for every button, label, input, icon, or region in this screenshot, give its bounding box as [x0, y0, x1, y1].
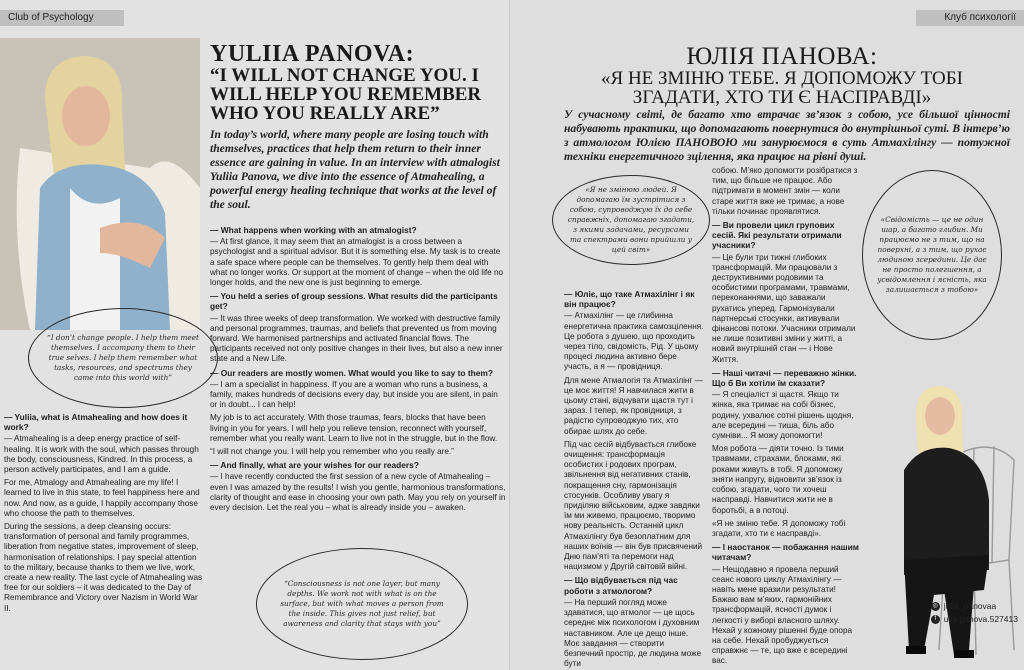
paragraph: — Atmahealing is a deep energy practice of self-healing. It is work with the soul, which passes through the body, consciousness, Kindred. In this process, a person actively participates, and I am a guide.	[4, 434, 199, 475]
portrait-illustration	[0, 38, 200, 330]
facebook-icon: f	[931, 615, 940, 624]
paragraph: “I will not change you. I will help you remember who you really are.”	[210, 447, 454, 457]
paragraph: — Це були три тижні глибоких трансформацій. Ми працювали з деструктивними родовими та особистими програмами, травмами, переконаннями, що заважали рухатись уперед. Гармонізували партнерські стосунки, активували фінансові потоки. Учасники отримали не лише позитивні зміни у житті, а новий внутрішній стан — і Нове Життя.	[712, 252, 856, 364]
pull-quote-2-ua-text: «Свідомість — це не один шар, а багато глибин. Ми працюємо не з тим, що на поверхні, а з тим, що рухає людиною зсередини. Це дає не просто полегшення, а усвідомлення і ясність, яка залишається з тобою»	[877, 215, 987, 294]
paragraph: — Атмахілінг — це глибинна енергетична практика самозцілення. Це робота з душею, що проходить через тіло, свідомість, Рід. У цьому процесі людина активно бере участь, а я — провідниця.	[564, 311, 704, 372]
text-column-ua-mid	[712, 166, 860, 670]
right-page	[512, 0, 1024, 670]
portrait-photo-left	[0, 38, 200, 330]
instagram-icon: ◎	[932, 603, 938, 609]
section-tab-left: Club of Psychology	[0, 10, 124, 26]
portrait-photo-right	[864, 380, 1024, 670]
article-title-en	[210, 42, 505, 123]
instagram-handle: julia_panovaa	[943, 601, 997, 611]
question: — Ви провели цикл групових сесій. Які результати отримали учасники?	[712, 220, 842, 251]
title-name-en: YULIIA PANOVA:	[210, 41, 415, 67]
pull-quote-2-en	[256, 548, 468, 660]
title-subtitle-ua: «Я НЕ ЗМІНЮ ТЕБЕ. Я ДОПОМОЖУ ТОБІ ЗГАДАТИ, ХТО ТИ Є НАСПРАВДІ»	[601, 68, 963, 108]
instagram-row[interactable]	[931, 600, 1018, 613]
seated-portrait-illustration	[864, 380, 1024, 670]
question: — І наостанок — побажання нашим читачам?	[712, 542, 859, 563]
pull-quote-1-text: “I don’t change people. I help them meet themselves. I accompany them to their true selves. I help them remember what tasks, resources, and spectrums they came into this world with”	[47, 333, 199, 382]
paragraph: — Я спеціаліст зі щастя. Якщо ти жінка, яка тримає на собі бізнес, родину, ухвалює сотні рішень щодня, але всередині — тиша, біль або сумніви... Я можу допомогти!	[712, 390, 854, 441]
paragraph: For me, Atmalogy and Atmahealing are my life! I learned to live in this state, to feel happiness here and now. And now, as a guide, I happily accompany those who choose the path to themselves.	[4, 478, 200, 518]
paragraph: — На перший погляд може здаватися, що атмолог — це щось середнє між психологом і духовним наставником. Але це дещо інше. Моє завдання — створити безпечний простір, де людина може бути	[564, 597, 702, 669]
pull-quote-1-ua-text: «Я не змінюю людей. Я допомагаю їм зустрітися з собою, супроводжую їх до себе справжніх, допомагаю згадати, з якими задачами, ресурсами та спектрами вони прийшли у цей світ»	[567, 185, 695, 254]
title-name-ua: ЮЛІЯ ПАНОВА:	[686, 43, 878, 70]
pull-quote-1-ua	[552, 175, 710, 265]
question: — And finally, what are your wishes for our readers?	[210, 460, 419, 471]
question: — Що відбувається під час роботи з атмологом?	[564, 575, 678, 596]
facebook-handle: ulia.panova.527413	[943, 614, 1018, 624]
paragraph: собою. М’яко допомогти розібратися з тим, що більше не працює. Або підтримати в момент змін — коли старе життя вже не тримає, а нове тільки починає проявлятися.	[712, 166, 858, 216]
pull-quote-2-ua	[862, 170, 1002, 340]
paragraph: Моя робота — діяти точно. Із тими травмами, страхами, блоками, які роками живуть в тобі. Я допоможу зняти напругу, відновити зв’язок із собою, згадати, чого ти хочеш насправді. Навчитися жити не в боротьбі, а в потоці.	[712, 444, 844, 515]
paragraph: — I have recently conducted the first session of a new cycle of Atmahealing – even I was amazed by the results! I wish you gentle, harmonious transformations, clarity of thought and ease in choosing your own path. May you rely on yourself in every decision. Let the real you – what is already inside you – awaken.	[210, 472, 506, 513]
paragraph: «Я не зміню тебе. Я допоможу тобі згадати, хто ти є насправді».	[712, 518, 846, 538]
paragraph: Під час сесій відбувається глибоке очищення: трансформація особистих і родових програм, звільнення від негативних станів, покращення сну, гармонізація стосунків. Особливу увагу я приділяю військовим, адже завдяки їм ми живемо, працюємо, творимо нову реальність. Останній цикл Атмахілінгу був безоплатним для наших воїнів — він був присвячений Дню пам’яті та перемоги над нацизмом у Другій світовій війні.	[564, 439, 703, 572]
lead-paragraph-en: In today’s world, where many people are losing touch with themselves, practices that help them return to their inner essence are gaining in value. In an interview with atmalogist Yuliia Panova, we dive into the essence of Atmahealing, a powerful energy healing technique that works at the level of the soul.	[210, 128, 500, 211]
paragraph: — It was three weeks of deep transformation. We worked with destructive family and personal programmes, traumas, and beliefs that prevented us from moving forward. We harmonised partnerships and activated financial flows. The participants received not only positive changes in their lives, but also a new inner state and a New Life.	[210, 313, 503, 364]
pull-quote-1-en	[28, 308, 218, 408]
paragraph: My job is to act accurately. With those traumas, fears, blocks that have been living in you for years. I will help you relieve tension, reconnect with yourself, remember what you really want. Learn to live not in the struggle, but in the flow.	[210, 413, 498, 443]
social-handles	[931, 600, 1018, 626]
section-tab-right: Клуб психології	[916, 10, 1024, 26]
question: — Our readers are mostly women. What would you like to say to them?	[210, 367, 493, 378]
paragraph: — At first glance, it may seem that an atmalogist is a cross between a psychologist and a spiritual advisor. But it is something else. My task is to create a safe space where people can be themselves. To gently help them deal with what no longer works. Or support at the moment of change – when the old life no longer holds, and the new one is just beginning to emerge.	[210, 237, 504, 288]
question: — What happens when working with an atmalogist?	[210, 225, 417, 235]
text-column-en-left	[4, 409, 204, 617]
text-column-en-right	[210, 222, 506, 516]
question: — You held a series of group sessions. What results did the participants get?	[210, 291, 498, 312]
paragraph: — Нещодавно я провела перший сеанс нового циклу Атмахілінгу — навіть мене вразили результати! Бажаю вам м’яких, гармонійних трансформацій, ясності думок і легкості у виборі власного шляху. Нехай у кожному рішенні буде опора на себе. Нехай пробуджується справжнє — те, що вже є всередині вас.	[712, 564, 853, 666]
question: — Юліє, що таке Атмахілінг і як він працює?	[564, 289, 695, 310]
lead-paragraph-ua: У сучасному світі, де багато хто втрачає зв’язок з собою, усе більшої цінності набувають практики, що допомагають повернутися до внутрішньої суті. В інтерв’ю з атмологом Юлією ПАНОВОЮ ми занурюємося в суть Атмахілінгу — потужної техніки енергетичного зцілення, яка працює на рівні душі.	[564, 108, 1010, 163]
paragraph: — I am a specialist in happiness. If you are a woman who runs a business, a family, makes hundreds of decisions every day, but inside you are silent, in pain or in doubt... I can help!	[210, 379, 498, 410]
paragraph: Для мене Атмалогія та Атмахілінг — це моє життя! Я навчилася жити в цьому стані, відчувати щастя тут і зараз. І тепер, як провідниця, з радістю супроводжую тих, хто обирає шлях до себе.	[564, 375, 703, 436]
paragraph: During the sessions, a deep cleansing occurs: transformation of personal and family programmes, liberation from negative states, improvement of sleep, harmonisation of relationships. I pay special attention to the military, because thanks to them we live, work, create a new reality. The last cycle of Atmahealing was free for our soldiers – it was dedicated to the Day of Remembrance and Victory over Nazism in World War II.	[4, 522, 203, 613]
text-column-ua-left	[564, 286, 704, 670]
left-page	[0, 0, 510, 670]
question: — Наші читачі — переважно жінки. Що б Ви хотіли їм сказати?	[712, 367, 857, 389]
pull-quote-2-text: “Consciousness is not one layer, but many depths. We work not with what is on the surface, but with what moves a person from the inside. This gives not just relief, but awareness and clarity that stays with you”	[280, 579, 444, 628]
facebook-row[interactable]	[931, 613, 1018, 626]
article-title-ua	[562, 44, 1002, 107]
question: — Yuliia, what is Atmahealing and how does it work?	[4, 412, 188, 433]
title-subtitle-en: “I WILL NOT CHANGE YOU. I WILL HELP YOU REMEMBER WHO YOU REALLY ARE”	[210, 65, 482, 124]
